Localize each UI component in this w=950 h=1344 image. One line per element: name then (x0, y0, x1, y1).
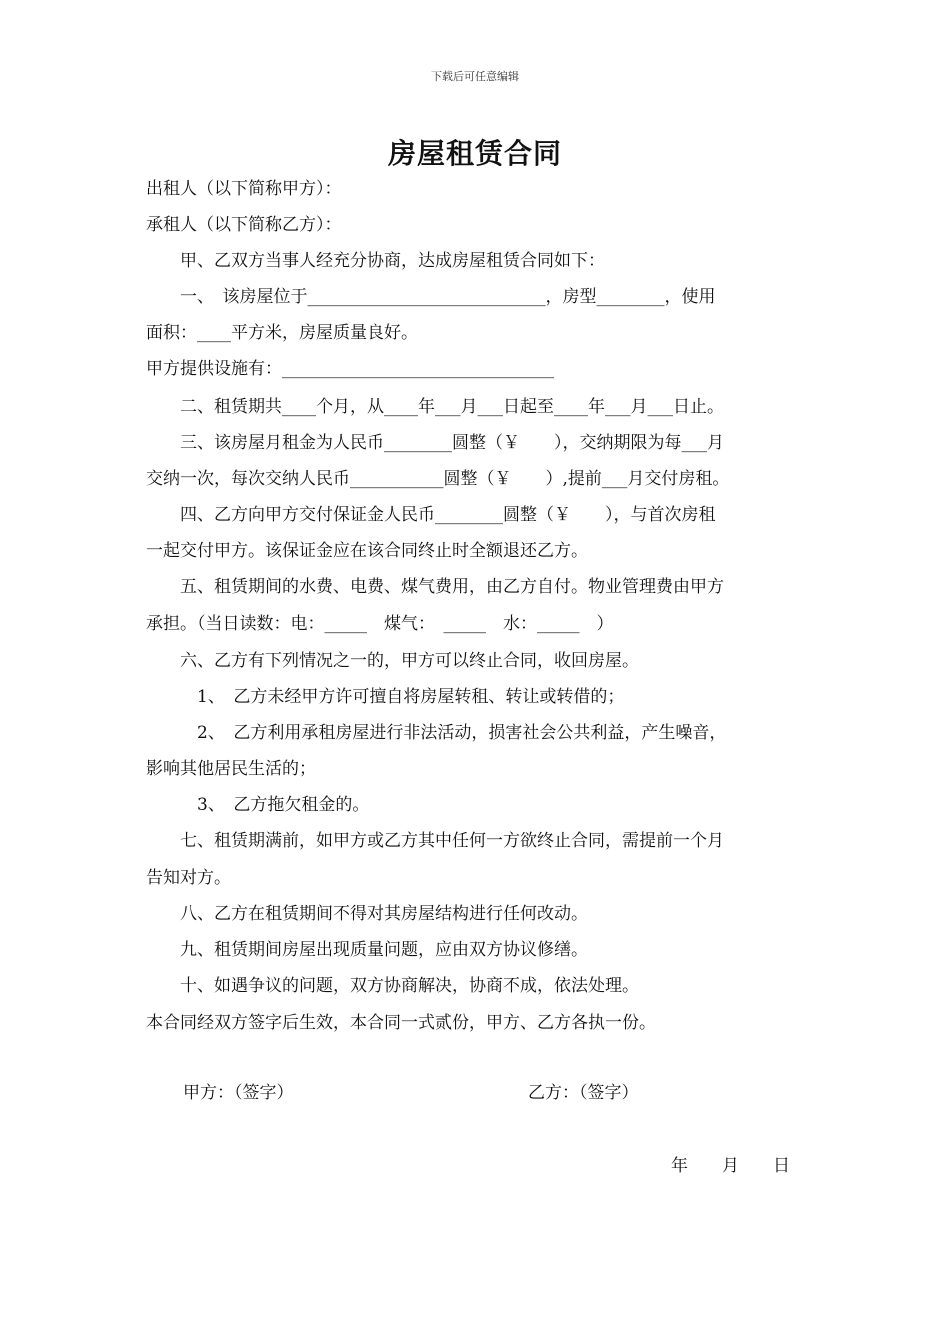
party-a-signature: 甲方：（签字） (183, 1083, 294, 1103)
clause-7-line-1: 七、租赁期满前，如甲方或乙方其中任何一方欲终止合同，需提前一个月 (146, 831, 724, 851)
clause-3-line-1: 三、该房屋月租金为人民币________圆整（￥ ），交纳期限为每___月 (146, 433, 724, 453)
clause-10: 十、如遇争议的问题，双方协商解决，协商不成，依法处理。 (146, 976, 639, 996)
effectiveness-clause: 本合同经双方签字后生效，本合同一式贰份，甲方、乙方各执一份。 (146, 1013, 656, 1033)
clause-7-line-2: 告知对方。 (146, 868, 231, 888)
clause-5-line-1: 五、租赁期间的水费、电费、煤气费用，由乙方自付。物业管理费由甲方 (146, 577, 724, 597)
clause-6-item-3: 3、 乙方拖欠租金的。 (146, 795, 370, 815)
clause-1-line-2: 面积：____平方米，房屋质量良好。 (146, 323, 418, 343)
clause-8: 八、乙方在租赁期间不得对其房屋结构进行任何改动。 (146, 904, 588, 924)
clause-6-item-2-line-2: 影响其他居民生活的； (146, 759, 316, 779)
clause-6: 六、乙方有下列情况之一的，甲方可以终止合同，收回房屋。 (146, 651, 639, 671)
lessee-line: 承租人（以下简称乙方）： (146, 215, 342, 235)
clause-3-line-2: 交纳一次，每次交纳人民币___________圆整（￥ ）,提前___月交付房租。 (146, 469, 730, 489)
clause-9: 九、租赁期间房屋出现质量问题，应由双方协议修缮。 (146, 940, 588, 960)
clause-1-line-1: 一、 该房屋位于____________________________，房型________，使用 (146, 287, 716, 307)
facilities-line: 甲方提供设施有：________________________________ (146, 359, 554, 379)
clause-2: 二、租赁期共____个月，从____年___月___日起至____年___月___日止。 (146, 397, 724, 417)
lessor-line: 出租人（以下简称甲方）： (146, 179, 342, 199)
preamble: 甲、乙双方当事人经充分协商，达成房屋租赁合同如下： (146, 251, 605, 271)
clause-5-line-2: 承担。（当日读数：电：_____ 煤气： _____ 水：_____ ） (146, 614, 614, 634)
signature-date: 年 月 日 (671, 1156, 790, 1176)
clause-6-item-1: 1、 乙方未经甲方许可擅自将房屋转租、转让或转借的； (146, 687, 625, 707)
clause-6-item-2-line-1: 2、 乙方利用承租房屋进行非法活动，损害社会公共利益，产生噪音， (146, 723, 727, 743)
party-b-signature: 乙方：（签字） (528, 1083, 639, 1103)
document-title: 房屋租赁合同 (387, 137, 562, 170)
clause-4-line-1: 四、乙方向甲方交付保证金人民币________圆整（￥ ），与首次房租 (146, 505, 716, 525)
header-note: 下载后可任意编辑 (431, 70, 519, 83)
clause-4-line-2: 一起交付甲方。该保证金应在该合同终止时全额退还乙方。 (146, 541, 588, 561)
